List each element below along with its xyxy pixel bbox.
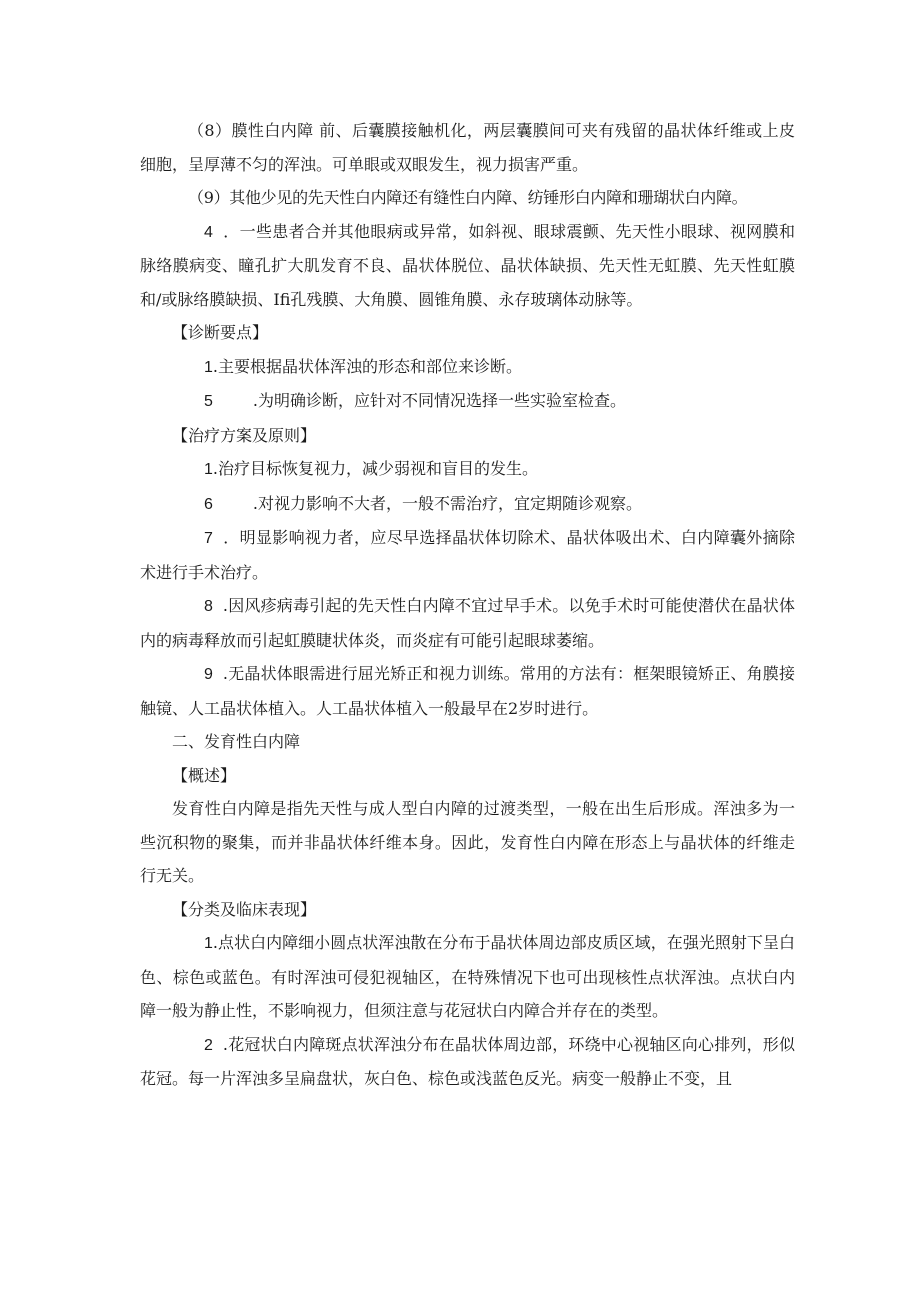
paragraph-text: ．一些患者合并其他眼病或异常，如斜视、眼球震颤、先天性小眼球、视网膜和脉络膜病变、瞳孔扩大肌发育不良、晶状体脱位、晶状体缺损、先天性无虹膜、先天性虹膜和/或脉络膜缺损、Ifi孔残膜、大角膜、圆锥角膜、永存玻璃体动脉等。 — [140, 221, 795, 309]
item-number: 7 — [204, 530, 213, 547]
paragraph-treatment-2 — [140, 487, 795, 522]
paragraph-other-rare-cataracts — [140, 181, 795, 215]
paragraph-overview: 发育性白内障是指先天性与成人型白内障的过渡类型，一般在出生后形成。浑浊多为一些沉积物的聚集，而并非晶状体纤维本身。因此，发育性白内障在形态上与晶状体的纤维走行无关。 — [140, 799, 795, 885]
item-number: （8） — [188, 121, 232, 140]
item-number: 4 — [204, 223, 213, 241]
paragraph-treatment-1 — [140, 452, 795, 487]
item-number: 6 — [204, 495, 213, 513]
paragraph-text: .对视力影响不大者，一般不需治疗，宜定期随诊观察。 — [252, 493, 642, 513]
item-number: 1 — [204, 358, 213, 376]
paragraph-text: .无晶状体眼需进行屈光矫正和视力训练。常用的方法有：框架眼镜矫正、角膜接触镜、人工晶状体植入。人工晶状体植入一般最早在2岁时进行。 — [140, 664, 795, 718]
item-number: 8 — [204, 598, 213, 615]
item-number: 2 — [204, 1036, 213, 1054]
item-number: 9 — [204, 666, 213, 683]
paragraph-text: .为明确诊断，应针对不同情况选择一些实验室检查。 — [252, 391, 626, 410]
paragraph-diagnosis-2 — [140, 384, 795, 419]
item-number: 5 — [204, 393, 213, 410]
paragraph-coronary-cataract — [140, 1028, 795, 1096]
item-number: 1 — [204, 461, 213, 478]
paragraph-text: .因风疹病毒引起的先天性白内障不宜过早手术。以免手术时可能使潜伏在晶状体内的病毒释放而引起虹膜睫状体炎，而炎症有可能引起眼球萎缩。 — [140, 596, 795, 650]
paragraph-text: 其他少见的先天性白内障还有缝性白内障、纺锤形白内障和珊瑚状白内障。 — [229, 188, 748, 207]
paragraph-treatment-4 — [140, 589, 795, 657]
paragraph-treatment-5 — [140, 657, 795, 725]
item-number: 1 — [204, 935, 213, 952]
document-body — [140, 114, 795, 1096]
paragraph-associated-eye-diseases — [140, 215, 795, 317]
paragraph-text: 膜性白内障 前、后囊膜接触机化，两层囊膜间可夹有残留的晶状体纤维或上皮细胞，呈厚薄不匀的浑浊。可单眼或双眼发生，视力损害严重。 — [140, 121, 795, 174]
paragraph-membranous-cataract — [140, 114, 795, 181]
paragraph-text: .点状白内障细小圆点状浑浊散在分布于晶状体周边部皮质区域，在强光照射下呈白色、棕色或蓝色。有时浑浊可侵犯视轴区，在特殊情况下也可出现核性点状浑浊。点状白内障一般为静止性，不影响视力，但须注意与花冠状白内障合并存在的类型。 — [140, 933, 795, 1020]
paragraph-text: .花冠状白内障斑点状浑浊分布在晶状体周边部，环绕中心视轴区向心排列，形似花冠。每一片浑浊多呈扁盘状，灰白色、棕色或浅蓝色反光。病变一般静止不变，且 — [140, 1034, 795, 1088]
paragraph-text: .主要根据晶状体浑浊的形态和部位来诊断。 — [212, 356, 522, 376]
section-heading-treatment: 【治疗方案及原则】 — [172, 425, 317, 445]
section-heading-overview: 【概述】 — [172, 765, 237, 785]
paragraph-punctate-cataract — [140, 926, 795, 1028]
paragraph-text: ．明显影响视力者，应尽早选择晶状体切除术、晶状体吸出术、白内障囊外摘除术进行手术治疗。 — [140, 528, 795, 582]
section-heading-classification: 【分类及临床表现】 — [172, 899, 317, 919]
paragraph-treatment-3 — [140, 521, 795, 589]
paragraph-text: .治疗目标恢复视力，减少弱视和盲目的发生。 — [212, 459, 538, 478]
paragraph-diagnosis-1 — [140, 350, 795, 385]
section-heading-diagnosis: 【诊断要点】 — [172, 323, 269, 342]
section-heading-developmental-cataract: 二、发育性白内障 — [172, 732, 301, 751]
item-number: （9） — [188, 188, 230, 207]
